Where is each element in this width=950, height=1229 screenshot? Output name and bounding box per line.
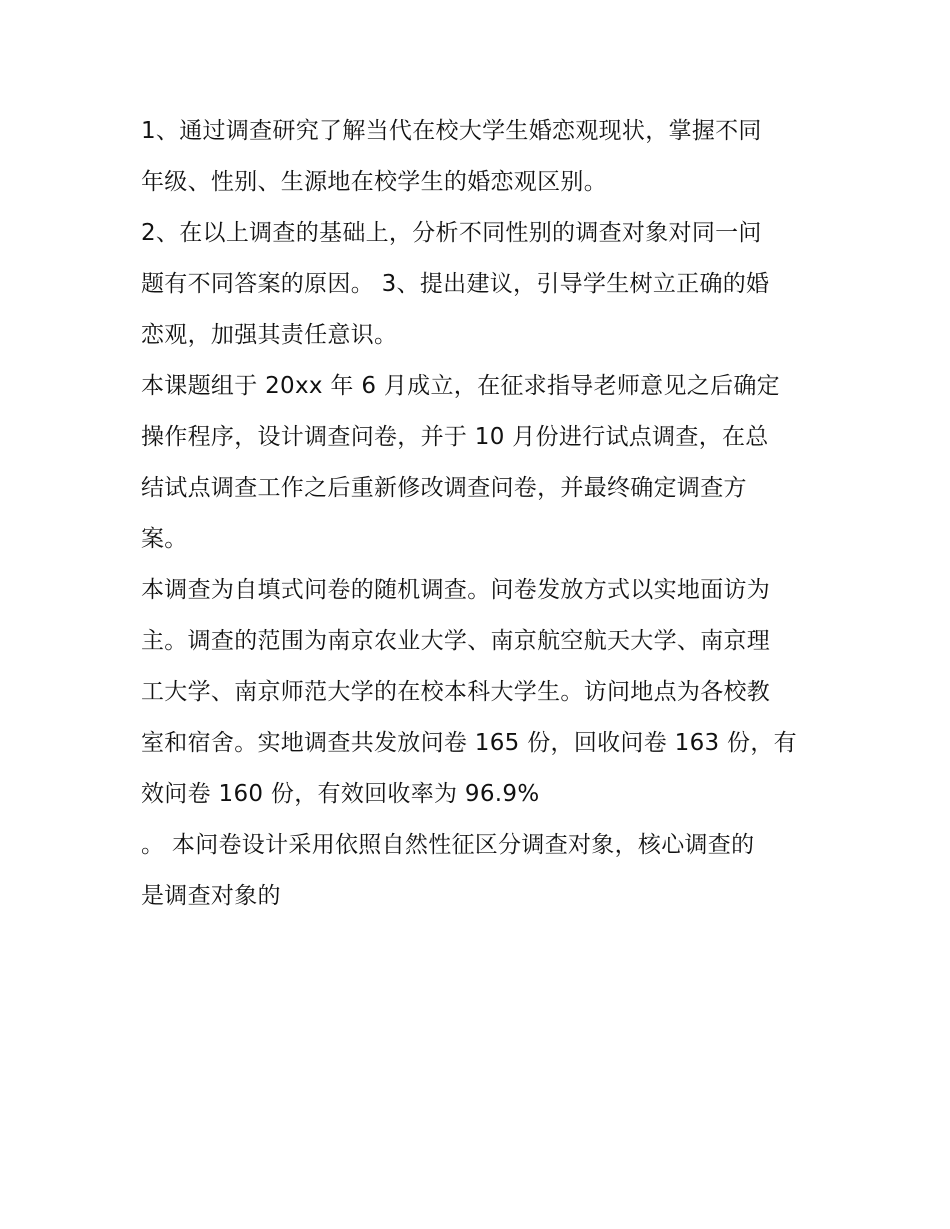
text-line: 操作程序，设计调查问卷，并于 10 月份进行试点调查，在总 <box>141 424 769 450</box>
text-line: 。 本问卷设计采用依照自然性征区分调查对象，核心调查的 <box>141 832 755 858</box>
text-line: 本调查为自填式问卷的随机调查。问卷发放方式以实地面访为 <box>141 577 771 603</box>
text-line: 效问卷 160 份，有效回收率为 96.9% <box>141 781 540 807</box>
text-line: 工大学、南京师范大学的在校本科大学生。访问地点为各校教 <box>141 679 771 705</box>
text-line: 恋观，加强其责任意识。 <box>141 322 398 348</box>
text-line: 是调查对象的 <box>141 883 281 909</box>
text-line: 本课题组于 20xx 年 6 月成立，在征求指导老师意见之后确定 <box>141 373 780 399</box>
text-line: 结试点调查工作之后重新修改调查问卷，并最终确定调查方 <box>141 475 747 501</box>
text-line: 题有不同答案的原因。 3、提出建议，引导学生树立正确的婚 <box>141 271 770 297</box>
text-line: 2、在以上调查的基础上，分析不同性别的调查对象对同一问 <box>141 220 762 246</box>
text-line: 1、通过调查研究了解当代在校大学生婚恋观现状，掌握不同 <box>141 118 762 144</box>
document-body <box>141 106 821 922</box>
text-line: 室和宿舍。实地调查共发放问卷 165 份，回收问卷 163 份，有 <box>141 730 797 756</box>
text-line: 年级、性别、生源地在校学生的婚恋观区别。 <box>141 169 607 195</box>
text-line: 案。 <box>141 526 188 552</box>
text-line: 主。调查的范围为南京农业大学、南京航空航天大学、南京理 <box>141 628 771 654</box>
